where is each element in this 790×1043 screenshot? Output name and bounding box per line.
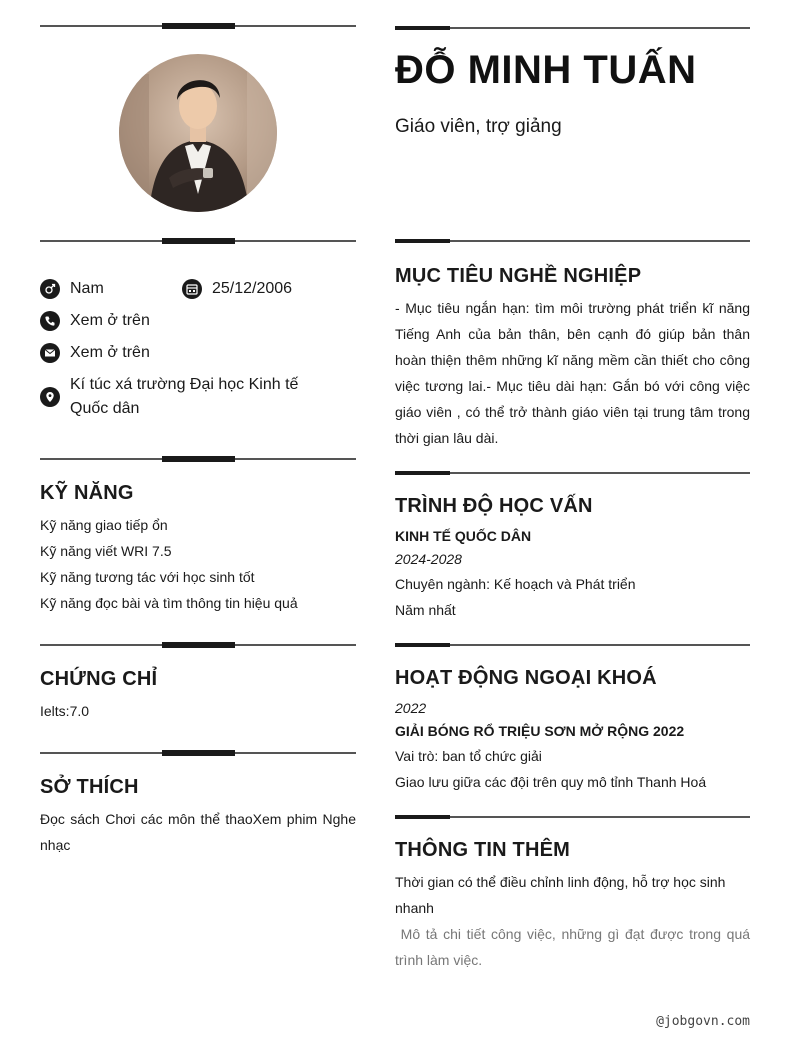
gender-icon — [40, 279, 60, 299]
divider — [395, 468, 750, 478]
divider — [395, 812, 750, 822]
address-row — [40, 373, 340, 421]
birthdate-row — [182, 277, 292, 301]
divider — [40, 236, 356, 246]
email-value: Xem ở trên — [70, 344, 150, 361]
gender-row — [40, 277, 104, 301]
phone-icon — [40, 311, 60, 331]
email-icon — [40, 343, 60, 363]
skill-item: Kỹ năng giao tiếp ổn — [40, 517, 168, 533]
divider — [40, 640, 356, 650]
calendar-icon — [182, 279, 202, 299]
candidate-name: ĐỖ MINH TUẤN — [395, 48, 697, 92]
additional-placeholder: Mô tả chi tiết công việc, những gì đạt được trong quá trình làm việc. — [395, 926, 754, 968]
school-name: KINH TẾ QUỐC DÂN — [395, 528, 532, 544]
activity-role: Vai trò: ban tổ chức giải — [395, 748, 542, 764]
hobbies-text: Đọc sách Chơi các môn thể thaoXem phim Nghe nhạc — [40, 811, 356, 853]
activity-name: GIẢI BÓNG RỔ TRIỆU SƠN MỞ RỘNG 2022 — [395, 723, 685, 739]
skill-item: Kỹ năng tương tác với học sinh tốt — [40, 569, 255, 585]
phone-value: Xem ở trên — [70, 312, 150, 329]
divider — [395, 23, 750, 33]
address-value: Kí túc xá trường Đại học Kinh tế Quốc dân — [70, 376, 299, 417]
activity-year: 2022 — [395, 700, 427, 716]
certificate-item: Ielts:7.0 — [40, 703, 90, 719]
avatar — [119, 54, 277, 212]
watermark: @jobgovn.com — [656, 1014, 750, 1029]
phone-row — [40, 309, 150, 333]
divider — [40, 748, 356, 758]
education-period: 2024-2028 — [395, 551, 462, 567]
skill-item: Kỹ năng đọc bài và tìm thông tin hiệu quả — [40, 595, 298, 611]
email-row — [40, 341, 150, 365]
job-title: Giáo viên, trợ giảng — [395, 116, 562, 137]
birthdate-value: 25/12/2006 — [212, 280, 293, 297]
gender-value: Nam — [70, 280, 104, 297]
activities-title: HOẠT ĐỘNG NGOẠI KHOÁ — [395, 667, 657, 689]
additional-text: Thời gian có thể điều chỉnh linh động, hỗ trợ học sinh nhanh — [395, 874, 726, 916]
location-pin-icon — [40, 387, 60, 407]
divider — [40, 454, 356, 464]
education-year: Năm nhất — [395, 602, 456, 618]
skill-item: Kỹ năng viết WRI 7.5 — [40, 543, 172, 559]
additional-title: THÔNG TIN THÊM — [395, 839, 571, 861]
divider — [40, 21, 356, 31]
activity-description: Giao lưu giữa các đội trên quy mô tỉnh Thanh Hoá — [395, 774, 707, 790]
objective-text: - Mục tiêu ngắn hạn: tìm môi trường phát triển kĩ năng Tiếng Anh của bản thân, bên cạnh đó giúp bản thân hoàn thiện thêm những kĩ năng mềm cần thiết cho công việc tương lai.- Mục tiêu dài hạn: Gắn bó với công việc giáo viên , có thể trở thành giáo viên tại trung tâm trong thời gian lâu dài. — [395, 300, 750, 446]
divider — [395, 236, 750, 246]
hobbies-title: SỞ THÍCH — [40, 776, 139, 798]
objective-title: MỤC TIÊU NGHỀ NGHIỆP — [395, 265, 642, 287]
education-title: TRÌNH ĐỘ HỌC VẤN — [395, 495, 593, 517]
education-major: Chuyên ngành: Kế hoạch và Phát triển — [395, 576, 636, 592]
divider — [395, 640, 750, 650]
certificates-title: CHỨNG CHỈ — [40, 668, 158, 690]
skills-title: KỸ NĂNG — [40, 482, 134, 504]
